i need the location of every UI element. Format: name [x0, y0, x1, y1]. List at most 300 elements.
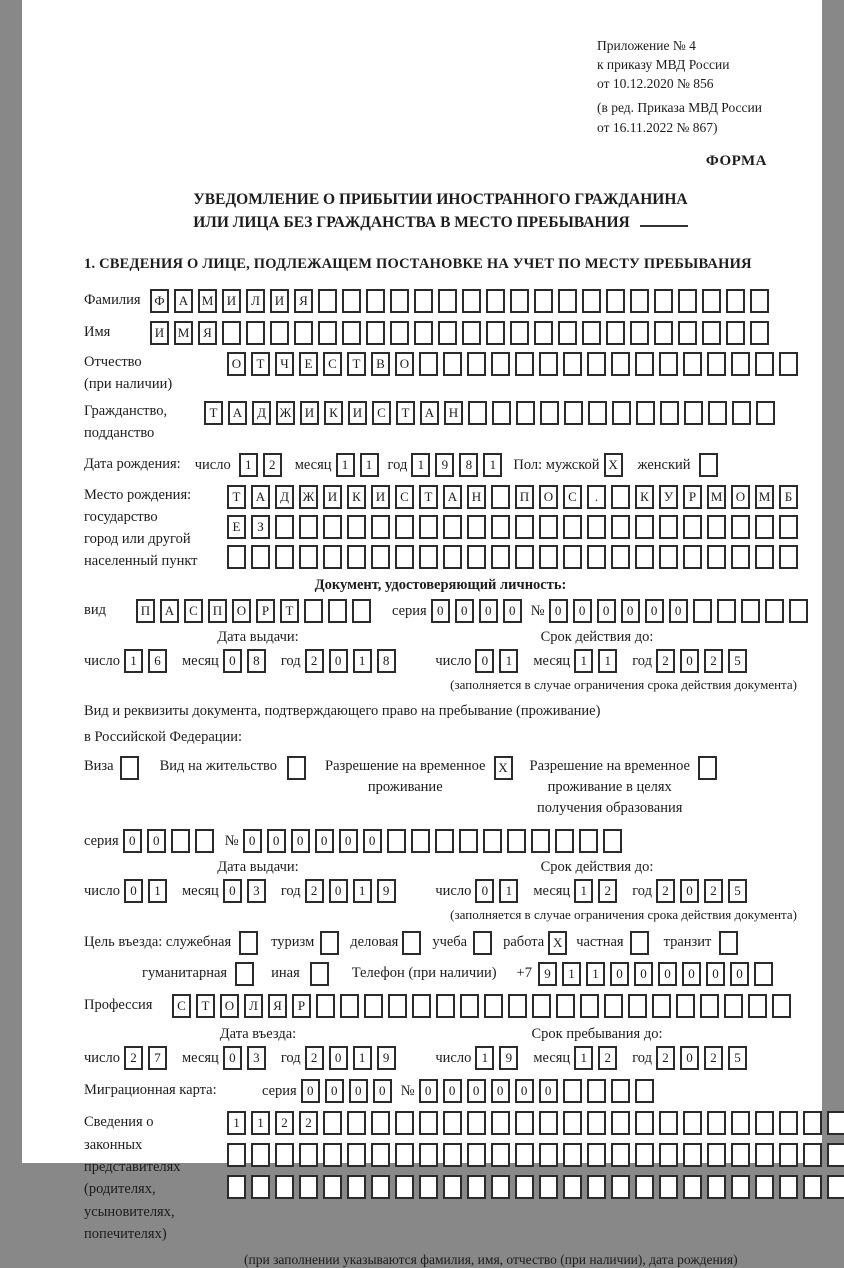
form-cell[interactable] — [467, 515, 486, 539]
form-cell[interactable] — [347, 515, 366, 539]
form-cell[interactable]: 0 — [329, 1046, 348, 1070]
form-cell[interactable] — [779, 352, 798, 376]
form-cell[interactable]: 0 — [329, 879, 348, 903]
form-cell[interactable] — [731, 1111, 750, 1135]
form-cell[interactable] — [659, 1143, 678, 1167]
form-cell[interactable] — [395, 1111, 414, 1135]
form-cell[interactable]: 1 — [483, 453, 502, 477]
form-cell[interactable] — [486, 321, 505, 345]
form-cell[interactable]: 2 — [598, 879, 617, 903]
form-cell[interactable] — [460, 994, 479, 1018]
form-cell[interactable]: 1 — [227, 1111, 246, 1135]
form-cell[interactable]: 0 — [349, 1079, 368, 1103]
form-cell[interactable]: 0 — [680, 649, 699, 673]
form-cell[interactable] — [707, 1111, 726, 1135]
form-cell[interactable] — [388, 994, 407, 1018]
form-cell[interactable]: Е — [227, 515, 246, 539]
form-cell[interactable]: 0 — [475, 879, 494, 903]
form-cell[interactable] — [318, 321, 337, 345]
form-cell[interactable] — [765, 599, 784, 623]
form-cell[interactable] — [371, 515, 390, 539]
form-cell[interactable]: 2 — [305, 879, 324, 903]
form-cell[interactable] — [371, 545, 390, 569]
form-cell[interactable] — [287, 756, 306, 780]
form-cell[interactable] — [419, 1175, 438, 1199]
form-cell[interactable]: О — [227, 352, 246, 376]
form-cell[interactable] — [342, 321, 361, 345]
form-cell[interactable]: Р — [683, 485, 702, 509]
form-cell[interactable]: 0 — [223, 879, 242, 903]
form-cell[interactable] — [587, 352, 606, 376]
form-cell[interactable] — [323, 1143, 342, 1167]
form-cell[interactable] — [364, 994, 383, 1018]
form-cell[interactable]: X — [548, 931, 567, 955]
form-cell[interactable] — [539, 1111, 558, 1135]
form-cell[interactable] — [732, 401, 751, 425]
form-cell[interactable]: 0 — [419, 1079, 438, 1103]
form-cell[interactable] — [731, 352, 750, 376]
form-cell[interactable]: А — [443, 485, 462, 509]
form-cell[interactable] — [563, 1143, 582, 1167]
form-cell[interactable]: О — [539, 485, 558, 509]
form-cell[interactable] — [611, 1175, 630, 1199]
form-cell[interactable]: 0 — [680, 879, 699, 903]
form-cell[interactable] — [419, 1143, 438, 1167]
form-cell[interactable]: 0 — [475, 649, 494, 673]
form-cell[interactable]: 1 — [574, 1046, 593, 1070]
form-cell[interactable]: 3 — [247, 1046, 266, 1070]
form-cell[interactable]: Т — [280, 599, 299, 623]
form-cell[interactable] — [270, 321, 289, 345]
form-cell[interactable] — [755, 352, 774, 376]
form-cell[interactable]: 2 — [305, 649, 324, 673]
form-cell[interactable] — [731, 545, 750, 569]
form-cell[interactable] — [347, 1175, 366, 1199]
form-cell[interactable] — [539, 1143, 558, 1167]
form-cell[interactable]: 0 — [124, 879, 143, 903]
form-cell[interactable]: У — [659, 485, 678, 509]
form-cell[interactable] — [299, 1143, 318, 1167]
form-cell[interactable] — [491, 1175, 510, 1199]
form-cell[interactable] — [419, 515, 438, 539]
form-cell[interactable] — [443, 1111, 462, 1135]
form-cell[interactable]: 2 — [275, 1111, 294, 1135]
form-cell[interactable] — [120, 756, 139, 780]
form-cell[interactable] — [419, 1111, 438, 1135]
form-cell[interactable]: 0 — [549, 599, 568, 623]
form-cell[interactable] — [316, 994, 335, 1018]
form-cell[interactable] — [467, 1143, 486, 1167]
form-cell[interactable] — [419, 352, 438, 376]
form-cell[interactable] — [299, 515, 318, 539]
form-cell[interactable] — [699, 453, 718, 477]
form-cell[interactable] — [251, 1143, 270, 1167]
form-cell[interactable] — [294, 321, 313, 345]
form-cell[interactable]: 0 — [223, 649, 242, 673]
form-cell[interactable] — [235, 962, 254, 986]
form-cell[interactable] — [707, 352, 726, 376]
form-cell[interactable] — [635, 1143, 654, 1167]
form-cell[interactable] — [171, 829, 190, 853]
form-cell[interactable] — [563, 1111, 582, 1135]
form-cell[interactable] — [347, 545, 366, 569]
form-cell[interactable] — [491, 545, 510, 569]
form-cell[interactable] — [419, 545, 438, 569]
form-cell[interactable] — [660, 401, 679, 425]
form-cell[interactable]: 9 — [377, 879, 396, 903]
form-cell[interactable] — [827, 1143, 844, 1167]
form-cell[interactable]: 1 — [251, 1111, 270, 1135]
form-cell[interactable] — [371, 1143, 390, 1167]
form-cell[interactable] — [347, 1143, 366, 1167]
form-cell[interactable] — [606, 289, 625, 313]
form-cell[interactable]: С — [172, 994, 191, 1018]
form-cell[interactable] — [750, 321, 769, 345]
form-cell[interactable]: 9 — [499, 1046, 518, 1070]
form-cell[interactable] — [612, 401, 631, 425]
form-cell[interactable]: 0 — [339, 829, 358, 853]
form-cell[interactable]: 0 — [373, 1079, 392, 1103]
form-cell[interactable] — [676, 994, 695, 1018]
form-cell[interactable] — [652, 994, 671, 1018]
form-cell[interactable] — [678, 289, 697, 313]
form-cell[interactable]: 2 — [124, 1046, 143, 1070]
form-cell[interactable]: 1 — [360, 453, 379, 477]
form-cell[interactable]: 1 — [353, 879, 372, 903]
form-cell[interactable]: . — [587, 485, 606, 509]
form-cell[interactable] — [635, 515, 654, 539]
form-cell[interactable] — [827, 1175, 844, 1199]
form-cell[interactable]: 1 — [239, 453, 258, 477]
form-cell[interactable] — [251, 545, 270, 569]
form-cell[interactable] — [582, 321, 601, 345]
form-cell[interactable] — [755, 1111, 774, 1135]
form-cell[interactable]: И — [371, 485, 390, 509]
form-cell[interactable] — [731, 515, 750, 539]
form-cell[interactable]: И — [300, 401, 319, 425]
form-cell[interactable] — [443, 352, 462, 376]
form-cell[interactable] — [772, 994, 791, 1018]
form-cell[interactable]: М — [707, 485, 726, 509]
form-cell[interactable]: 0 — [467, 1079, 486, 1103]
form-cell[interactable]: С — [323, 352, 342, 376]
form-cell[interactable] — [467, 352, 486, 376]
form-cell[interactable]: 1 — [411, 453, 430, 477]
form-cell[interactable]: М — [755, 485, 774, 509]
form-cell[interactable]: 0 — [491, 1079, 510, 1103]
form-cell[interactable]: Ч — [275, 352, 294, 376]
form-cell[interactable]: Т — [196, 994, 215, 1018]
form-cell[interactable]: Я — [198, 321, 217, 345]
form-cell[interactable]: 0 — [682, 962, 701, 986]
form-cell[interactable]: 1 — [124, 649, 143, 673]
form-cell[interactable] — [531, 829, 550, 853]
form-cell[interactable]: А — [228, 401, 247, 425]
form-cell[interactable] — [491, 352, 510, 376]
form-cell[interactable] — [438, 289, 457, 313]
form-cell[interactable] — [803, 1143, 822, 1167]
form-cell[interactable]: Т — [419, 485, 438, 509]
form-cell[interactable]: А — [174, 289, 193, 313]
form-cell[interactable] — [492, 401, 511, 425]
form-cell[interactable] — [539, 352, 558, 376]
form-cell[interactable] — [611, 545, 630, 569]
form-cell[interactable] — [635, 1175, 654, 1199]
form-cell[interactable]: С — [372, 401, 391, 425]
form-cell[interactable] — [483, 829, 502, 853]
form-cell[interactable] — [582, 289, 601, 313]
form-cell[interactable] — [239, 931, 258, 955]
form-cell[interactable]: 0 — [658, 962, 677, 986]
form-cell[interactable] — [606, 321, 625, 345]
form-cell[interactable]: Я — [268, 994, 287, 1018]
form-cell[interactable] — [779, 1143, 798, 1167]
form-cell[interactable]: X — [494, 756, 513, 780]
form-cell[interactable] — [755, 1143, 774, 1167]
form-cell[interactable] — [756, 401, 775, 425]
form-cell[interactable] — [387, 829, 406, 853]
form-cell[interactable] — [366, 321, 385, 345]
form-cell[interactable]: 2 — [263, 453, 282, 477]
form-cell[interactable] — [467, 1175, 486, 1199]
form-cell[interactable] — [227, 1175, 246, 1199]
form-cell[interactable] — [366, 289, 385, 313]
form-cell[interactable] — [320, 931, 339, 955]
form-cell[interactable] — [515, 1143, 534, 1167]
form-cell[interactable] — [700, 994, 719, 1018]
form-cell[interactable]: 1 — [499, 649, 518, 673]
form-cell[interactable]: П — [136, 599, 155, 623]
form-cell[interactable] — [628, 994, 647, 1018]
form-cell[interactable] — [683, 1175, 702, 1199]
form-cell[interactable]: Ф — [150, 289, 169, 313]
form-cell[interactable] — [556, 994, 575, 1018]
form-cell[interactable] — [588, 401, 607, 425]
form-cell[interactable] — [462, 289, 481, 313]
form-cell[interactable]: Р — [292, 994, 311, 1018]
form-cell[interactable]: 2 — [704, 649, 723, 673]
form-cell[interactable]: 0 — [621, 599, 640, 623]
form-cell[interactable]: 2 — [656, 1046, 675, 1070]
form-cell[interactable] — [395, 515, 414, 539]
form-cell[interactable]: 1 — [598, 649, 617, 673]
form-cell[interactable] — [491, 515, 510, 539]
form-cell[interactable] — [395, 1143, 414, 1167]
form-cell[interactable] — [491, 485, 510, 509]
form-cell[interactable] — [352, 599, 371, 623]
form-cell[interactable] — [473, 931, 492, 955]
form-cell[interactable] — [516, 401, 535, 425]
form-cell[interactable] — [515, 545, 534, 569]
form-cell[interactable] — [659, 1111, 678, 1135]
form-cell[interactable] — [323, 515, 342, 539]
form-cell[interactable]: 0 — [223, 1046, 242, 1070]
form-cell[interactable] — [779, 1111, 798, 1135]
form-cell[interactable] — [515, 352, 534, 376]
form-cell[interactable]: 0 — [315, 829, 334, 853]
form-cell[interactable] — [564, 401, 583, 425]
form-cell[interactable]: 1 — [574, 879, 593, 903]
form-cell[interactable]: И — [222, 289, 241, 313]
form-cell[interactable] — [659, 352, 678, 376]
form-cell[interactable] — [438, 321, 457, 345]
form-cell[interactable] — [299, 545, 318, 569]
form-cell[interactable] — [603, 829, 622, 853]
form-cell[interactable] — [491, 1111, 510, 1135]
form-cell[interactable] — [515, 1111, 534, 1135]
form-cell[interactable] — [803, 1111, 822, 1135]
form-cell[interactable] — [540, 401, 559, 425]
form-cell[interactable] — [299, 1175, 318, 1199]
form-cell[interactable] — [635, 1111, 654, 1135]
form-cell[interactable]: 5 — [728, 649, 747, 673]
form-cell[interactable] — [683, 515, 702, 539]
form-cell[interactable] — [390, 289, 409, 313]
form-cell[interactable] — [748, 994, 767, 1018]
form-cell[interactable] — [275, 545, 294, 569]
form-cell[interactable]: Н — [444, 401, 463, 425]
form-cell[interactable] — [630, 931, 649, 955]
form-cell[interactable]: 8 — [377, 649, 396, 673]
form-cell[interactable] — [563, 515, 582, 539]
form-cell[interactable]: 0 — [479, 599, 498, 623]
form-cell[interactable] — [310, 962, 329, 986]
form-cell[interactable]: О — [395, 352, 414, 376]
form-cell[interactable] — [323, 545, 342, 569]
form-cell[interactable] — [659, 545, 678, 569]
form-cell[interactable] — [491, 1143, 510, 1167]
form-cell[interactable] — [698, 756, 717, 780]
form-cell[interactable] — [563, 1175, 582, 1199]
form-cell[interactable] — [635, 352, 654, 376]
form-cell[interactable] — [789, 599, 808, 623]
form-cell[interactable]: 8 — [459, 453, 478, 477]
form-cell[interactable] — [636, 401, 655, 425]
form-cell[interactable] — [611, 1111, 630, 1135]
form-cell[interactable]: 0 — [291, 829, 310, 853]
form-cell[interactable] — [468, 401, 487, 425]
form-cell[interactable]: 0 — [730, 962, 749, 986]
form-cell[interactable]: 2 — [656, 879, 675, 903]
form-cell[interactable] — [342, 289, 361, 313]
form-cell[interactable]: 0 — [610, 962, 629, 986]
form-cell[interactable]: 0 — [515, 1079, 534, 1103]
form-cell[interactable] — [707, 1175, 726, 1199]
form-cell[interactable] — [719, 931, 738, 955]
form-cell[interactable]: О — [232, 599, 251, 623]
form-cell[interactable]: М — [174, 321, 193, 345]
form-cell[interactable]: 0 — [123, 829, 142, 853]
form-cell[interactable]: 0 — [634, 962, 653, 986]
form-cell[interactable]: Б — [779, 485, 798, 509]
form-cell[interactable]: 6 — [148, 649, 167, 673]
form-cell[interactable] — [371, 1111, 390, 1135]
form-cell[interactable]: К — [347, 485, 366, 509]
form-cell[interactable] — [726, 289, 745, 313]
form-cell[interactable] — [702, 321, 721, 345]
form-cell[interactable]: 3 — [247, 879, 266, 903]
form-cell[interactable] — [534, 289, 553, 313]
form-cell[interactable]: И — [323, 485, 342, 509]
form-cell[interactable] — [630, 321, 649, 345]
form-cell[interactable] — [347, 1111, 366, 1135]
form-cell[interactable] — [587, 545, 606, 569]
form-cell[interactable] — [539, 545, 558, 569]
form-cell[interactable] — [390, 321, 409, 345]
form-cell[interactable] — [515, 1175, 534, 1199]
form-cell[interactable] — [708, 401, 727, 425]
form-cell[interactable]: 7 — [148, 1046, 167, 1070]
form-cell[interactable] — [227, 545, 246, 569]
form-cell[interactable]: 9 — [377, 1046, 396, 1070]
form-cell[interactable] — [371, 1175, 390, 1199]
form-cell[interactable] — [580, 994, 599, 1018]
form-cell[interactable] — [827, 1111, 844, 1135]
form-cell[interactable]: 8 — [247, 649, 266, 673]
form-cell[interactable] — [486, 289, 505, 313]
form-cell[interactable] — [227, 1143, 246, 1167]
form-cell[interactable] — [707, 545, 726, 569]
form-cell[interactable]: 2 — [704, 1046, 723, 1070]
form-cell[interactable] — [731, 1175, 750, 1199]
form-cell[interactable] — [246, 321, 265, 345]
form-cell[interactable]: 0 — [706, 962, 725, 986]
form-cell[interactable] — [515, 515, 534, 539]
form-cell[interactable] — [414, 289, 433, 313]
form-cell[interactable] — [754, 962, 773, 986]
form-cell[interactable]: 1 — [574, 649, 593, 673]
form-cell[interactable]: А — [160, 599, 179, 623]
form-cell[interactable]: Т — [347, 352, 366, 376]
form-cell[interactable] — [579, 829, 598, 853]
form-cell[interactable] — [323, 1175, 342, 1199]
form-cell[interactable]: Н — [467, 485, 486, 509]
form-cell[interactable] — [323, 1111, 342, 1135]
form-cell[interactable]: 0 — [267, 829, 286, 853]
form-cell[interactable]: 2 — [305, 1046, 324, 1070]
form-cell[interactable]: 5 — [728, 1046, 747, 1070]
form-cell[interactable]: 0 — [443, 1079, 462, 1103]
form-cell[interactable] — [707, 1143, 726, 1167]
form-cell[interactable]: 0 — [539, 1079, 558, 1103]
form-cell[interactable]: 0 — [597, 599, 616, 623]
form-cell[interactable]: 0 — [645, 599, 664, 623]
form-cell[interactable] — [611, 515, 630, 539]
form-cell[interactable] — [684, 401, 703, 425]
form-cell[interactable] — [459, 829, 478, 853]
form-cell[interactable]: К — [635, 485, 654, 509]
form-cell[interactable]: Ж — [299, 485, 318, 509]
form-cell[interactable] — [510, 289, 529, 313]
form-cell[interactable] — [724, 994, 743, 1018]
form-cell[interactable] — [411, 829, 430, 853]
form-cell[interactable] — [275, 1143, 294, 1167]
form-cell[interactable]: 9 — [538, 962, 557, 986]
form-cell[interactable]: 2 — [704, 879, 723, 903]
form-cell[interactable]: 2 — [656, 649, 675, 673]
form-cell[interactable]: 0 — [147, 829, 166, 853]
form-cell[interactable] — [755, 515, 774, 539]
form-cell[interactable]: 0 — [363, 829, 382, 853]
form-cell[interactable] — [318, 289, 337, 313]
form-cell[interactable] — [755, 545, 774, 569]
form-cell[interactable] — [659, 515, 678, 539]
form-cell[interactable] — [630, 289, 649, 313]
form-cell[interactable]: Т — [251, 352, 270, 376]
form-cell[interactable] — [436, 994, 455, 1018]
form-cell[interactable]: Д — [275, 485, 294, 509]
form-cell[interactable] — [328, 599, 347, 623]
